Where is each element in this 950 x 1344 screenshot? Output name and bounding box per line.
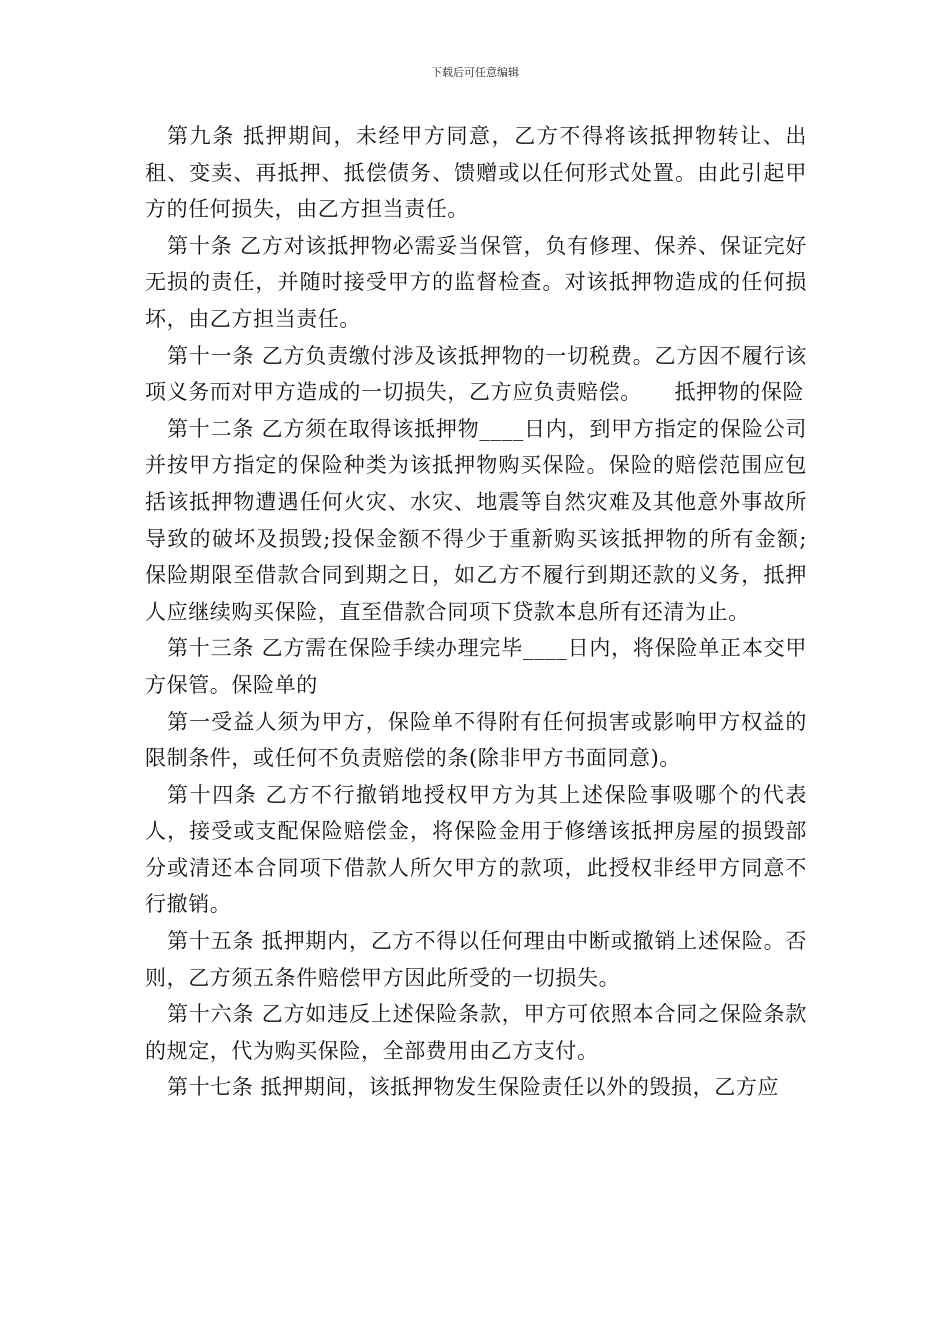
clause-10: 第十条 乙方对该抵押物必需妥当保管，负有修理、保养、保证完好无损的责任，并随时接受甲方的监督检查。对该抵押物造成的任何损坏，由乙方担当责任。 [145, 233, 807, 331]
clause-17: 第十七条 抵押期间，该抵押物发生保险责任以外的毁损，乙方应 [167, 1075, 780, 1100]
clause-9: 第九条 抵押期间，未经甲方同意，乙方不得将该抵押物转让、出租、变卖、再抵押、抵偿债务、馈赠或以任何形式处置。由此引起甲方的任何损失，由乙方担当责任。 [145, 124, 807, 222]
clause-15: 第十五条 抵押期内，乙方不得以任何理由中断或撤销上述保险。否则，乙方须五条件赔偿甲方因此所受的一切损失。 [145, 929, 807, 990]
contract-body [145, 118, 807, 1106]
clause-11: 第十一条 乙方负责缴付涉及该抵押物的一切税费。乙方因不履行该项义务而对甲方造成的一切损失，乙方应负责赔偿。 抵押物的保险 [145, 343, 807, 405]
clause-12: 第十二条 乙方须在取得该抵押物____日内，到甲方指定的保险公司并按甲方指定的保险种类为该抵押物购买保险。保险的赔偿范围应包括该抵押物遭遇任何火灾、水灾、地震等自然灾难及其他意外事故所导致的破坏及损毁;投保金额不得少于重新购买该抵押物的所有金额;保险期限至借款合同到期之日，如乙方不履行到期还款的义务，抵押人应继续购买保险，直至借款合同项下贷款本息所有还清为止。 [145, 416, 807, 624]
page-header: 下载后可任意编辑 [431, 66, 519, 79]
clause-14: 第十四条 乙方不行撤销地授权甲方为其上述保险事吸哪个的代表人，接受或支配保险赔偿金，将保险金用于修缮该抵押房屋的损毁部分或清还本合同项下借款人所欠甲方的款项，此授权非经甲方同意不行撤销。 [145, 782, 807, 917]
clause-13: 第十三条 乙方需在保险手续办理完毕____日内，将保险单正本交甲方保管。保险单的 [145, 636, 807, 697]
clause-16: 第十六条 乙方如违反上述保险条款，甲方可依照本合同之保险条款的规定，代为购买保险，全部费用由乙方支付。 [145, 1002, 807, 1063]
clause-13-continued: 第一受益人须为甲方，保险单不得附有任何损害或影响甲方权益的限制条件，或任何不负责赔偿的条(除非甲方书面同意)。 [145, 709, 807, 771]
